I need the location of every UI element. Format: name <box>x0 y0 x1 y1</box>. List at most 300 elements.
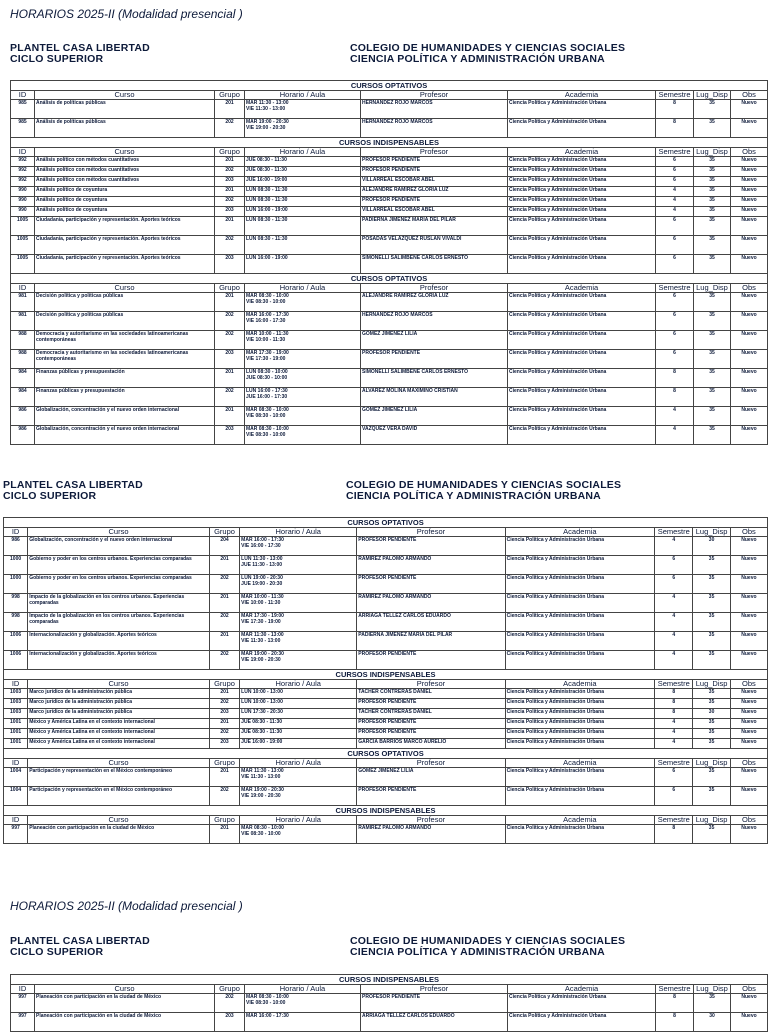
cell-horario: LUN 08:30 - 11:30 <box>245 187 361 197</box>
cell-horario: MAR 19:00 - 20:30 VIE 19:00 - 20:30 <box>240 787 357 806</box>
cell-academia: Ciencia Política y Administración Urbana <box>508 994 656 1013</box>
cell-curso: Globalización, concentración y el nuevo orden internacional <box>35 426 215 445</box>
program-name: CIENCIA POLÍTICA Y ADMINISTRACIÓN URBANA <box>346 490 601 502</box>
column-header: Profesor <box>361 985 508 994</box>
cell-obs: Nuevo <box>731 388 768 407</box>
cell-grupo: 202 <box>215 167 245 177</box>
cell-academia: Ciencia Política y Administración Urbana <box>508 1013 656 1032</box>
cell-lug: 35 <box>693 768 730 787</box>
college-name: COLEGIO DE HUMANIDADES Y CIENCIAS SOCIALES <box>350 935 626 947</box>
cell-academia: Ciencia Política y Administración Urbana <box>505 537 654 556</box>
column-header: Grupo <box>215 91 245 100</box>
column-header: Semestre <box>655 816 693 825</box>
cell-profesor: PROFESOR PENDIENTE <box>357 787 505 806</box>
column-header: ID <box>11 985 35 994</box>
cell-curso: Marco jurídico de la administración pública <box>28 709 210 719</box>
cell-id: 1006 <box>4 651 28 670</box>
cell-semestre: 6 <box>656 331 694 350</box>
column-header: Semestre <box>655 759 693 768</box>
column-header: Semestre <box>656 148 694 157</box>
cell-profesor: PROFESOR PENDIENTE <box>357 729 505 739</box>
cell-semestre: 4 <box>655 613 693 632</box>
cell-curso: Ciudadanía, participación y representación. Aportes teóricos <box>35 217 215 236</box>
cell-curso: Participación y representación en el México contemporáneo <box>28 787 210 806</box>
cell-curso: Democracia y autoritarismo en las sociedades latinoamericanas contemporáneas <box>35 350 215 369</box>
cell-lug: 35 <box>693 575 730 594</box>
cell-academia: Ciencia Política y Administración Urbana <box>508 312 656 331</box>
table-row <box>4 594 768 613</box>
cell-academia: Ciencia Política y Administración Urbana <box>505 825 654 844</box>
cell-obs: Nuevo <box>731 236 768 255</box>
cell-semestre: 6 <box>656 157 694 167</box>
cell-semestre: 8 <box>655 699 693 709</box>
cell-lug: 35 <box>694 119 731 138</box>
cell-grupo: 203 <box>209 739 239 749</box>
cell-id: 1005 <box>11 217 35 236</box>
schedule-table <box>3 517 768 844</box>
cell-lug: 35 <box>694 407 731 426</box>
cell-grupo: 201 <box>215 217 245 236</box>
cell-academia: Ciencia Política y Administración Urbana <box>505 739 654 749</box>
column-header: Horario / Aula <box>245 985 361 994</box>
cell-horario: MAR 11:30 - 13:00 VIE 11:30 - 13:00 <box>240 632 357 651</box>
cell-profesor: SIMONELLI SALIMBENE CARLOS ERNESTO <box>361 369 508 388</box>
cell-profesor: PROFESOR PENDIENTE <box>357 651 505 670</box>
cell-profesor: GARCIA BARRIOS MARCO AURELIO <box>357 739 505 749</box>
column-header: Lug_Disp <box>694 284 731 293</box>
column-header: ID <box>4 816 28 825</box>
cell-id: 986 <box>4 537 28 556</box>
table-row <box>11 293 768 312</box>
college-name: COLEGIO DE HUMANIDADES Y CIENCIAS SOCIALES <box>346 479 622 491</box>
cell-horario: LUN 10:00 - 13:00 <box>240 699 357 709</box>
cell-curso: México y América Latina en el contexto internacional <box>28 739 210 749</box>
section-header-row <box>11 81 768 91</box>
cell-semestre: 4 <box>656 407 694 426</box>
cell-profesor: PROFESOR PENDIENTE <box>357 537 505 556</box>
cell-lug: 35 <box>694 100 731 119</box>
cell-lug: 35 <box>693 729 730 739</box>
cell-horario: LUN 19:00 - 20:30 JUE 19:00 - 20:30 <box>240 575 357 594</box>
cell-profesor: PROFESOR PENDIENTE <box>361 994 508 1013</box>
section-title: CURSOS OPTATIVOS <box>11 81 768 91</box>
table-row <box>11 236 768 255</box>
section-header-row <box>11 138 768 148</box>
cell-id: 1003 <box>4 689 28 699</box>
cell-curso: Finanzas públicas y presupuestación <box>35 388 215 407</box>
cell-lug: 35 <box>694 177 731 187</box>
column-header: Horario / Aula <box>240 759 357 768</box>
cell-curso: Marco jurídico de la administración pública <box>28 699 210 709</box>
cell-semestre: 8 <box>656 1013 694 1032</box>
column-header: ID <box>4 680 28 689</box>
campus-header <box>10 43 150 65</box>
cell-academia: Ciencia Política y Administración Urbana <box>505 699 654 709</box>
cell-semestre: 8 <box>656 369 694 388</box>
column-header: Lug_Disp <box>693 759 730 768</box>
column-header: Curso <box>28 759 210 768</box>
cell-semestre: 8 <box>655 825 693 844</box>
cell-grupo: 201 <box>215 187 245 197</box>
cell-semestre: 4 <box>655 729 693 739</box>
cycle-name: CICLO SUPERIOR <box>3 490 97 502</box>
column-header: Obs <box>730 528 767 537</box>
college-header <box>346 480 621 502</box>
cell-grupo: 202 <box>215 119 245 138</box>
cell-profesor: PADIERNA JIMENEZ MARIA DEL PILAR <box>357 632 505 651</box>
cell-id: 1001 <box>4 719 28 729</box>
cell-id: 1005 <box>11 255 35 274</box>
cell-semestre: 6 <box>656 312 694 331</box>
cell-academia: Ciencia Política y Administración Urbana <box>505 613 654 632</box>
cell-grupo: 202 <box>209 651 239 670</box>
column-header: ID <box>11 91 35 100</box>
cell-horario: LUN 08:30 - 11:30 <box>245 217 361 236</box>
cell-lug: 35 <box>694 994 731 1013</box>
cell-academia: Ciencia Política y Administración Urbana <box>508 119 656 138</box>
cell-profesor: RAMIREZ PALOMO ARMANDO <box>357 594 505 613</box>
column-header: Lug_Disp <box>693 816 730 825</box>
section-title: CURSOS OPTATIVOS <box>4 518 768 528</box>
cell-semestre: 6 <box>655 556 693 575</box>
cell-horario: MAR 16:00 - 17:30 VIE 16:00 - 17:30 <box>245 312 361 331</box>
column-header: Lug_Disp <box>694 148 731 157</box>
cell-semestre: 4 <box>655 719 693 729</box>
column-header: Academia <box>508 148 656 157</box>
table-row <box>11 331 768 350</box>
cell-obs: Nuevo <box>730 709 767 719</box>
cell-horario: LUN 16:00 - 17:30 JUE 16:00 - 17:30 <box>245 388 361 407</box>
cell-curso: Internacionalización y globalización. Aportes teóricos <box>28 651 210 670</box>
column-header: Grupo <box>215 284 245 293</box>
cell-obs: Nuevo <box>731 426 768 445</box>
table-row <box>11 207 768 217</box>
column-header: Profesor <box>357 680 505 689</box>
cell-obs: Nuevo <box>730 613 767 632</box>
column-header: Curso <box>35 284 215 293</box>
cell-academia: Ciencia Política y Administración Urbana <box>508 331 656 350</box>
cell-obs: Nuevo <box>730 632 767 651</box>
cell-grupo: 201 <box>209 719 239 729</box>
cell-profesor: TACHER CONTRERAS DANIEL <box>357 689 505 699</box>
cell-grupo: 202 <box>209 729 239 739</box>
cell-grupo: 201 <box>209 768 239 787</box>
table-row <box>11 350 768 369</box>
cell-profesor: HERNANDEZ ROJO MARCOS <box>361 312 508 331</box>
column-header: Curso <box>28 680 210 689</box>
cell-obs: Nuevo <box>731 331 768 350</box>
cell-lug: 35 <box>694 167 731 177</box>
column-header: Profesor <box>357 816 505 825</box>
cell-semestre: 4 <box>656 187 694 197</box>
cell-curso: Análisis de políticas públicas <box>35 119 215 138</box>
cell-curso: Análisis político con métodos cuantitativos <box>35 177 215 187</box>
cell-grupo: 202 <box>215 197 245 207</box>
cell-semestre: 6 <box>656 177 694 187</box>
cell-curso: Globalización, concentración y el nuevo orden internacional <box>35 407 215 426</box>
cell-semestre: 8 <box>655 689 693 699</box>
cell-obs: Nuevo <box>731 255 768 274</box>
cell-obs: Nuevo <box>731 350 768 369</box>
section-title: CURSOS INDISPENSABLES <box>11 975 768 985</box>
cell-grupo: 202 <box>215 331 245 350</box>
cell-academia: Ciencia Política y Administración Urbana <box>508 236 656 255</box>
cell-horario: MAR 16:00 - 17:30 <box>245 1013 361 1032</box>
column-header-row <box>11 985 768 994</box>
cell-lug: 35 <box>694 426 731 445</box>
cell-obs: Nuevo <box>731 1013 768 1032</box>
cell-obs: Nuevo <box>731 119 768 138</box>
section-title: CURSOS INDISPENSABLES <box>4 806 768 816</box>
cell-semestre: 8 <box>656 119 694 138</box>
table-row <box>11 1013 768 1032</box>
schedule-table <box>10 80 768 445</box>
cell-grupo: 201 <box>215 157 245 167</box>
cell-obs: Nuevo <box>731 217 768 236</box>
column-header: Obs <box>731 985 768 994</box>
cell-id: 992 <box>11 157 35 167</box>
cell-curso: Finanzas públicas y presupuestación <box>35 369 215 388</box>
cell-obs: Nuevo <box>730 729 767 739</box>
column-header: Academia <box>505 680 654 689</box>
cell-curso: Análisis político de coyuntura <box>35 207 215 217</box>
cell-horario: LUN 10:00 - 13:00 <box>240 689 357 699</box>
cell-profesor: ALVAREZ MOLINA MAXIMINO CRISTIAN <box>361 388 508 407</box>
cell-profesor: GOMEZ JIMENEZ LILIA <box>361 331 508 350</box>
cell-semestre: 6 <box>656 236 694 255</box>
cell-profesor: ARRIAGA TELLEZ CARLOS EDUARDO <box>361 1013 508 1032</box>
cell-horario: LUN 08:30 - 11:30 <box>245 197 361 207</box>
table-row <box>11 187 768 197</box>
table-row <box>4 719 768 729</box>
column-header-row <box>11 148 768 157</box>
cell-academia: Ciencia Política y Administración Urbana <box>508 197 656 207</box>
cell-id: 1003 <box>4 699 28 709</box>
cell-semestre: 8 <box>656 100 694 119</box>
column-header-row <box>11 284 768 293</box>
table-row <box>11 369 768 388</box>
cell-semestre: 4 <box>655 739 693 749</box>
section-title: CURSOS INDISPENSABLES <box>11 138 768 148</box>
cell-grupo: 202 <box>215 236 245 255</box>
column-header: Semestre <box>655 680 693 689</box>
cell-academia: Ciencia Política y Administración Urbana <box>508 157 656 167</box>
column-header: Grupo <box>209 528 239 537</box>
table-row <box>11 388 768 407</box>
cell-lug: 35 <box>694 255 731 274</box>
cell-obs: Nuevo <box>730 719 767 729</box>
section-title: CURSOS INDISPENSABLES <box>4 670 768 680</box>
column-header: Obs <box>731 148 768 157</box>
cell-horario: JUE 16:00 - 19:00 <box>240 739 357 749</box>
cell-id: 981 <box>11 312 35 331</box>
cell-semestre: 8 <box>656 388 694 407</box>
cell-obs: Nuevo <box>731 187 768 197</box>
cell-academia: Ciencia Política y Administración Urbana <box>508 207 656 217</box>
column-header: Academia <box>505 759 654 768</box>
page-title: HORARIOS 2025-II (Modalidad presencial ) <box>10 7 243 21</box>
cell-academia: Ciencia Política y Administración Urbana <box>508 407 656 426</box>
cell-id: 1004 <box>4 787 28 806</box>
cell-curso: Ciudadanía, participación y representación. Aportes teóricos <box>35 236 215 255</box>
cell-profesor: PROFESOR PENDIENTE <box>357 699 505 709</box>
cell-id: 984 <box>11 388 35 407</box>
cell-id: 997 <box>11 994 35 1013</box>
table-row <box>11 197 768 207</box>
campus-header <box>3 480 143 502</box>
cell-horario: MAR 08:30 - 10:00 VIE 08:30 - 10:00 <box>245 426 361 445</box>
cell-grupo: 201 <box>209 556 239 575</box>
cell-curso: Globalización, concentración y el nuevo orden internacional <box>28 537 210 556</box>
cell-id: 1000 <box>4 556 28 575</box>
cell-id: 986 <box>11 426 35 445</box>
section-title: CURSOS OPTATIVOS <box>4 749 768 759</box>
cell-horario: MAR 08:30 - 10:00 VIE 08:30 - 10:00 <box>245 293 361 312</box>
cell-semestre: 4 <box>655 651 693 670</box>
cell-semestre: 6 <box>656 255 694 274</box>
cycle-name: CICLO SUPERIOR <box>10 946 104 958</box>
column-header: Grupo <box>209 759 239 768</box>
cell-profesor: PROFESOR PENDIENTE <box>361 167 508 177</box>
cell-lug: 35 <box>694 312 731 331</box>
cell-grupo: 202 <box>209 699 239 709</box>
column-header: Horario / Aula <box>245 148 361 157</box>
cell-obs: Nuevo <box>730 825 767 844</box>
cell-profesor: VILLARREAL ESCOBAR ABEL <box>361 177 508 187</box>
cell-profesor: RAMIREZ PALOMO ARMANDO <box>357 556 505 575</box>
cell-id: 985 <box>11 119 35 138</box>
cell-grupo: 202 <box>209 787 239 806</box>
cell-lug: 35 <box>693 613 730 632</box>
column-header: Academia <box>508 91 656 100</box>
column-header: Profesor <box>357 759 505 768</box>
cell-id: 990 <box>11 187 35 197</box>
cell-curso: Impacto de la globalización en los centros urbanos. Experiencias comparadas <box>28 613 210 632</box>
cell-academia: Ciencia Política y Administración Urbana <box>505 729 654 739</box>
table-row <box>4 613 768 632</box>
cell-id: 988 <box>11 350 35 369</box>
table-row <box>4 709 768 719</box>
cell-id: 998 <box>4 613 28 632</box>
cell-academia: Ciencia Política y Administración Urbana <box>505 689 654 699</box>
table-row <box>4 739 768 749</box>
cell-curso: Decisión política y políticas públicas <box>35 312 215 331</box>
cell-lug: 35 <box>693 719 730 729</box>
campus-name: PLANTEL CASA LIBERTAD <box>10 42 150 54</box>
cell-horario: JUE 08:30 - 11:30 <box>245 157 361 167</box>
cell-horario: LUN 16:00 - 19:00 <box>245 207 361 217</box>
table-row <box>11 407 768 426</box>
column-header: Lug_Disp <box>693 528 730 537</box>
cell-curso: Análisis de políticas públicas <box>35 100 215 119</box>
cell-curso: México y América Latina en el contexto internacional <box>28 719 210 729</box>
table-row <box>11 255 768 274</box>
cell-horario: JUE 08:30 - 11:30 <box>240 719 357 729</box>
column-header: Horario / Aula <box>245 91 361 100</box>
cell-obs: Nuevo <box>731 157 768 167</box>
cell-semestre: 4 <box>656 207 694 217</box>
cell-curso: Marco jurídico de la administración pública <box>28 689 210 699</box>
column-header-row <box>4 528 768 537</box>
column-header: ID <box>4 528 28 537</box>
program-name: CIENCIA POLÍTICA Y ADMINISTRACIÓN URBANA <box>350 53 605 65</box>
cell-curso: Impacto de la globalización en los centros urbanos. Experiencias comparadas <box>28 594 210 613</box>
section-header-row <box>4 518 768 528</box>
cell-id: 981 <box>11 293 35 312</box>
column-header: Horario / Aula <box>240 528 357 537</box>
cell-obs: Nuevo <box>731 293 768 312</box>
table-row <box>11 100 768 119</box>
cell-id: 1001 <box>4 739 28 749</box>
cell-academia: Ciencia Política y Administración Urbana <box>508 217 656 236</box>
cell-grupo: 201 <box>215 100 245 119</box>
cell-horario: LUN 08:30 - 11:30 <box>245 236 361 255</box>
cell-id: 986 <box>11 407 35 426</box>
campus-name: PLANTEL CASA LIBERTAD <box>10 935 150 947</box>
cell-obs: Nuevo <box>730 575 767 594</box>
column-header: Academia <box>508 284 656 293</box>
cell-curso: México y América Latina en el contexto internacional <box>28 729 210 739</box>
table-row <box>4 729 768 739</box>
column-header: Obs <box>731 284 768 293</box>
cell-obs: Nuevo <box>731 407 768 426</box>
column-header: Lug_Disp <box>693 680 730 689</box>
table-row <box>11 312 768 331</box>
cell-semestre: 4 <box>656 197 694 207</box>
cell-id: 1003 <box>4 709 28 719</box>
cell-curso: Democracia y autoritarismo en las sociedades latinoamericanas contemporáneas <box>35 331 215 350</box>
column-header-row <box>4 680 768 689</box>
table-row <box>11 177 768 187</box>
table-row <box>11 217 768 236</box>
cell-grupo: 204 <box>209 537 239 556</box>
cell-academia: Ciencia Política y Administración Urbana <box>508 100 656 119</box>
cell-grupo: 202 <box>215 994 245 1013</box>
cell-id: 990 <box>11 207 35 217</box>
table-row <box>4 575 768 594</box>
cell-profesor: ALEJANDRE RAMIREZ GLORIA LUZ <box>361 187 508 197</box>
cell-horario: MAR 10:00 - 11:30 VIE 10:00 - 11:30 <box>245 331 361 350</box>
column-header: Lug_Disp <box>694 91 731 100</box>
table-row <box>4 632 768 651</box>
cell-academia: Ciencia Política y Administración Urbana <box>508 369 656 388</box>
column-header: Grupo <box>215 148 245 157</box>
cell-horario: LUN 08:30 - 10:00 JUE 08:30 - 10:00 <box>245 369 361 388</box>
cell-academia: Ciencia Política y Administración Urbana <box>508 350 656 369</box>
cell-grupo: 201 <box>209 689 239 699</box>
table-row <box>4 699 768 709</box>
cell-academia: Ciencia Política y Administración Urbana <box>505 632 654 651</box>
table-row <box>11 426 768 445</box>
cell-grupo: 203 <box>215 1013 245 1032</box>
cell-horario: MAR 17:30 - 19:00 VIE 17:30 - 19:00 <box>240 613 357 632</box>
cell-grupo: 203 <box>215 426 245 445</box>
cell-curso: Internacionalización y globalización. Aportes teóricos <box>28 632 210 651</box>
cell-lug: 35 <box>694 293 731 312</box>
cell-curso: Decisión política y políticas públicas <box>35 293 215 312</box>
table-row <box>4 556 768 575</box>
column-header: Horario / Aula <box>240 680 357 689</box>
cell-academia: Ciencia Política y Administración Urbana <box>508 177 656 187</box>
cell-grupo: 202 <box>215 312 245 331</box>
column-header: ID <box>4 759 28 768</box>
cell-obs: Nuevo <box>730 556 767 575</box>
cell-obs: Nuevo <box>730 537 767 556</box>
cell-obs: Nuevo <box>730 594 767 613</box>
cell-lug: 35 <box>694 187 731 197</box>
cell-id: 992 <box>11 177 35 187</box>
column-header: ID <box>11 148 35 157</box>
